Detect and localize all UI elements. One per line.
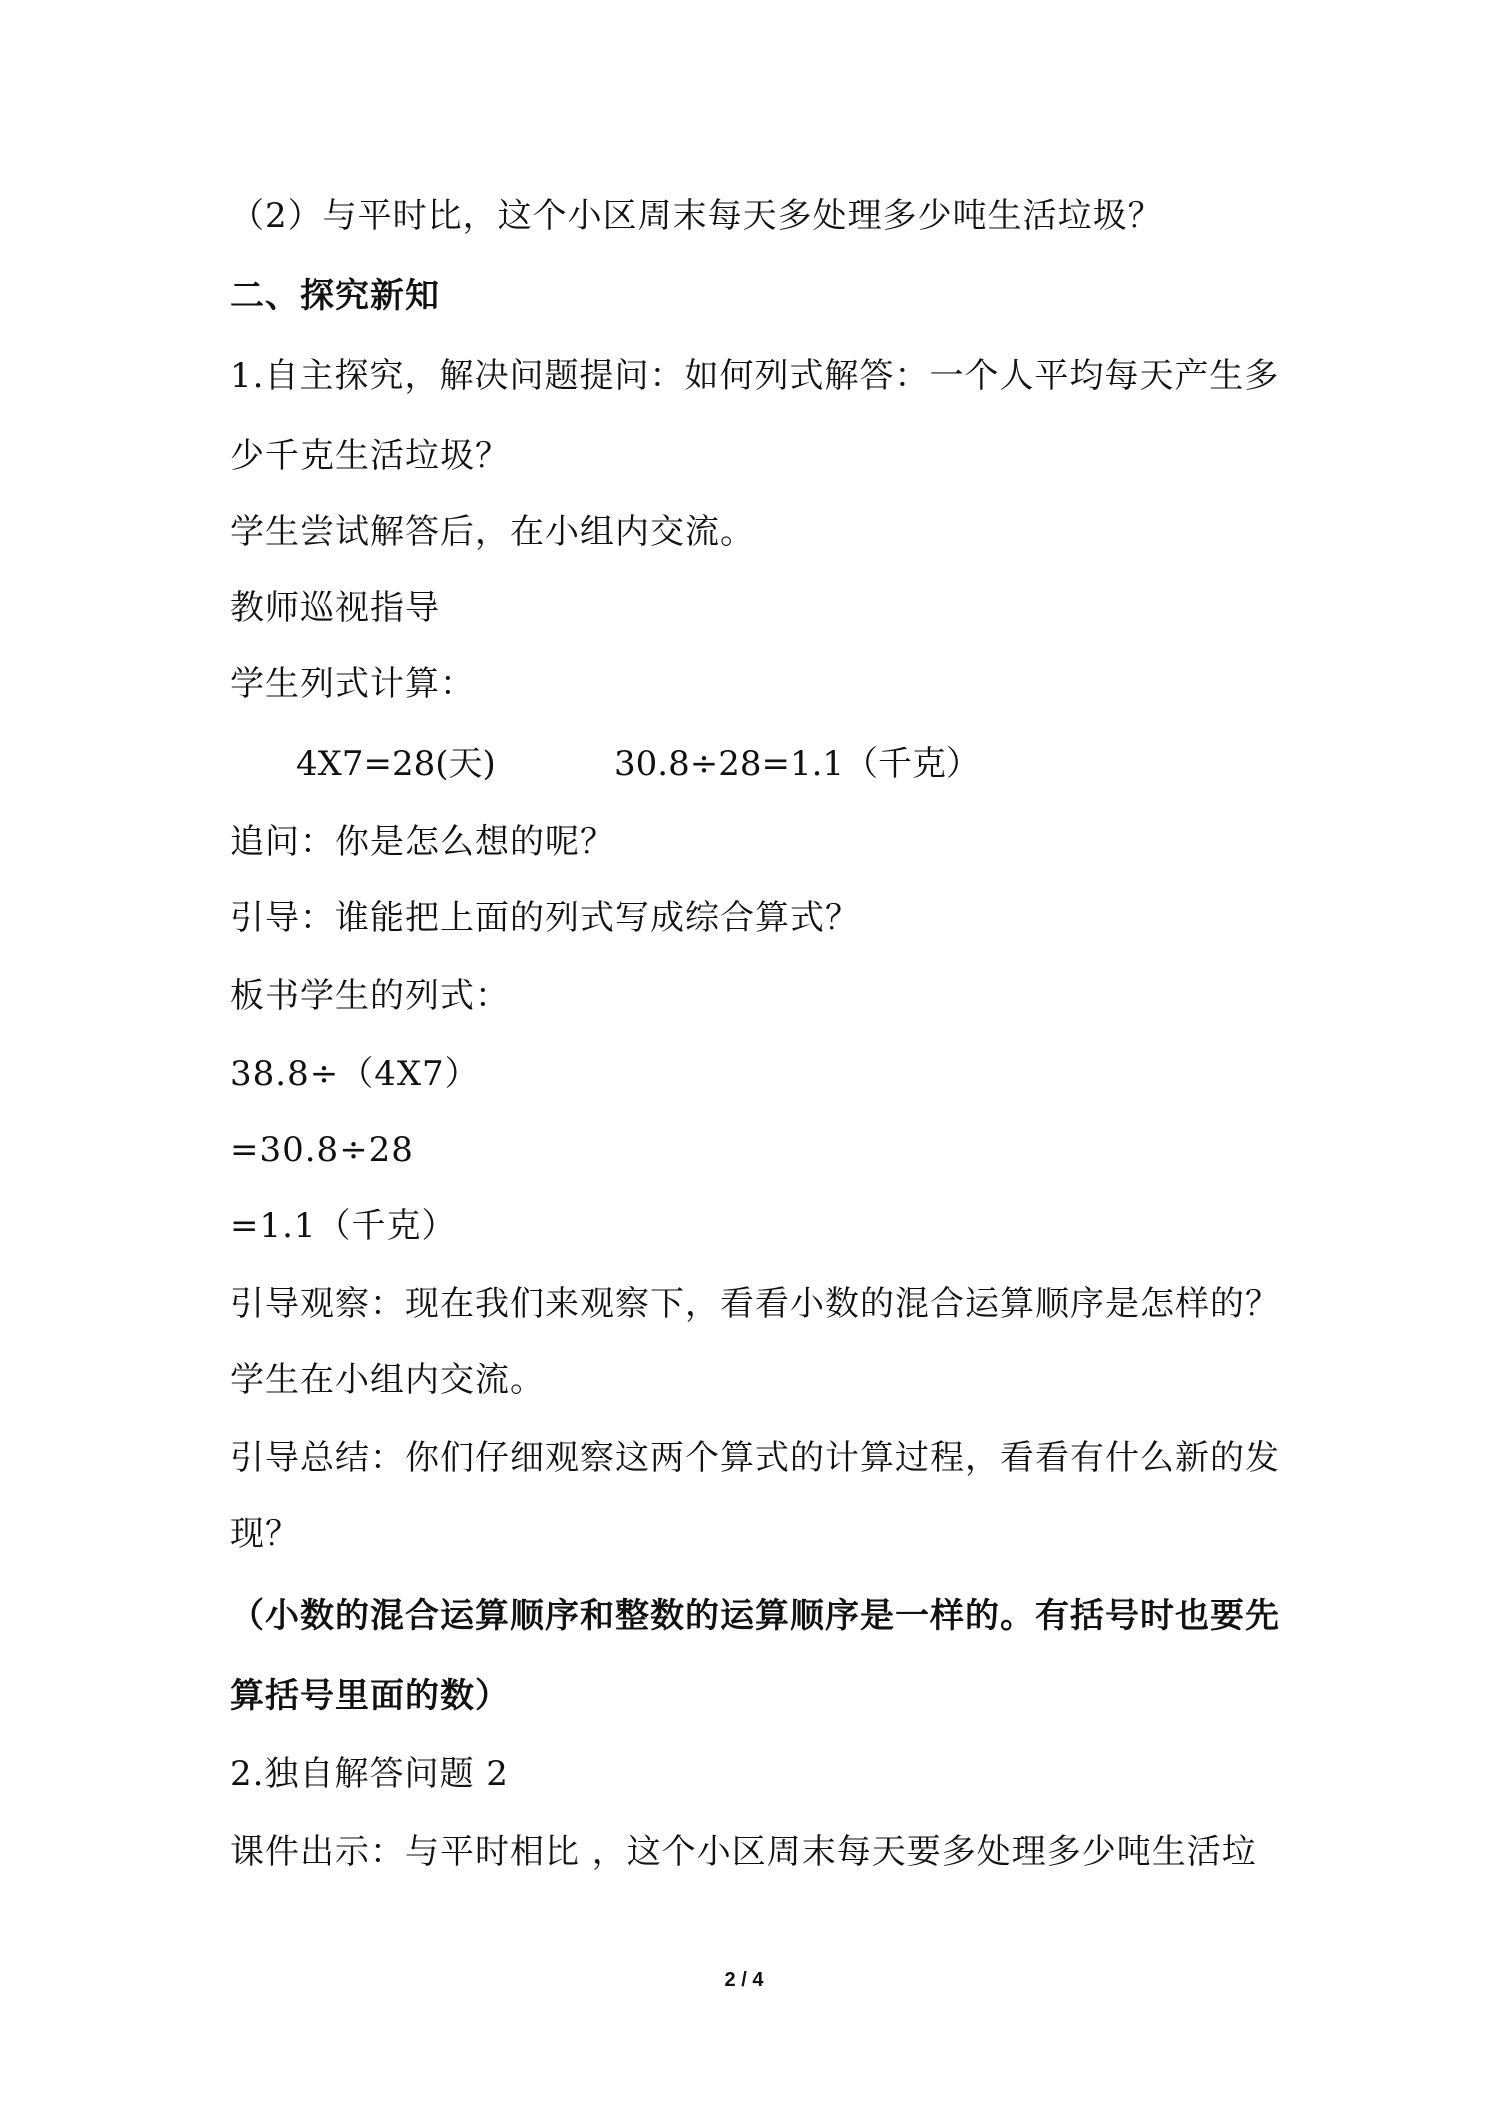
paragraph-guide-combine: 引导：谁能把上面的列式写成综合算式？: [230, 898, 860, 938]
paragraph-summary-line1: 引导总结：你们仔细观察这两个算式的计算过程，看看有什么新的发: [230, 1438, 1280, 1478]
calc-step-days: 4X7=28(天): [296, 744, 496, 784]
paragraph-courseware-show: 课件出示：与平时相比 ，这个小区周末每天要多处理多少吨生活垃: [230, 1832, 1257, 1872]
page-number: 2 / 4: [724, 1969, 764, 1991]
paragraph-summary-line2: 现？: [230, 1514, 300, 1554]
equation-line2: =30.8÷28: [230, 1130, 414, 1170]
paragraph-self-explore-line2: 少千克生活垃圾？: [230, 436, 510, 476]
question-2-text: （2）与平时比，这个小区周末每天多处理多少吨生活垃圾？: [230, 196, 1163, 236]
conclusion-line2: 算括号里面的数）: [230, 1676, 510, 1716]
equation-line1: 38.8÷（4X7）: [230, 1054, 480, 1094]
section-heading-explore: 二、探究新知: [230, 276, 440, 316]
equation-line3: =1.1（千克）: [230, 1206, 457, 1246]
paragraph-student-calc: 学生列式计算：: [230, 664, 475, 704]
paragraph-self-explore-line1: 1.自主探究，解决问题提问：如何列式解答：一个人平均每天产生多: [230, 356, 1280, 396]
paragraph-follow-up: 追问：你是怎么想的呢？: [230, 822, 615, 862]
conclusion-line1: （小数的混合运算顺序和整数的运算顺序是一样的。有括号时也要先: [230, 1596, 1280, 1636]
paragraph-student-try: 学生尝试解答后，在小组内交流。: [230, 512, 755, 552]
paragraph-teacher-guide: 教师巡视指导: [230, 588, 440, 628]
paragraph-group-discuss: 学生在小组内交流。: [230, 1360, 545, 1400]
calc-step-kg: 30.8÷28=1.1（千克）: [614, 744, 981, 784]
paragraph-question-2-heading: 2.独自解答问题 2: [230, 1754, 509, 1794]
paragraph-board-writing: 板书学生的列式：: [230, 976, 510, 1016]
paragraph-guide-observe: 引导观察：现在我们来观察下，看看小数的混合运算顺序是怎样的？: [230, 1284, 1280, 1324]
